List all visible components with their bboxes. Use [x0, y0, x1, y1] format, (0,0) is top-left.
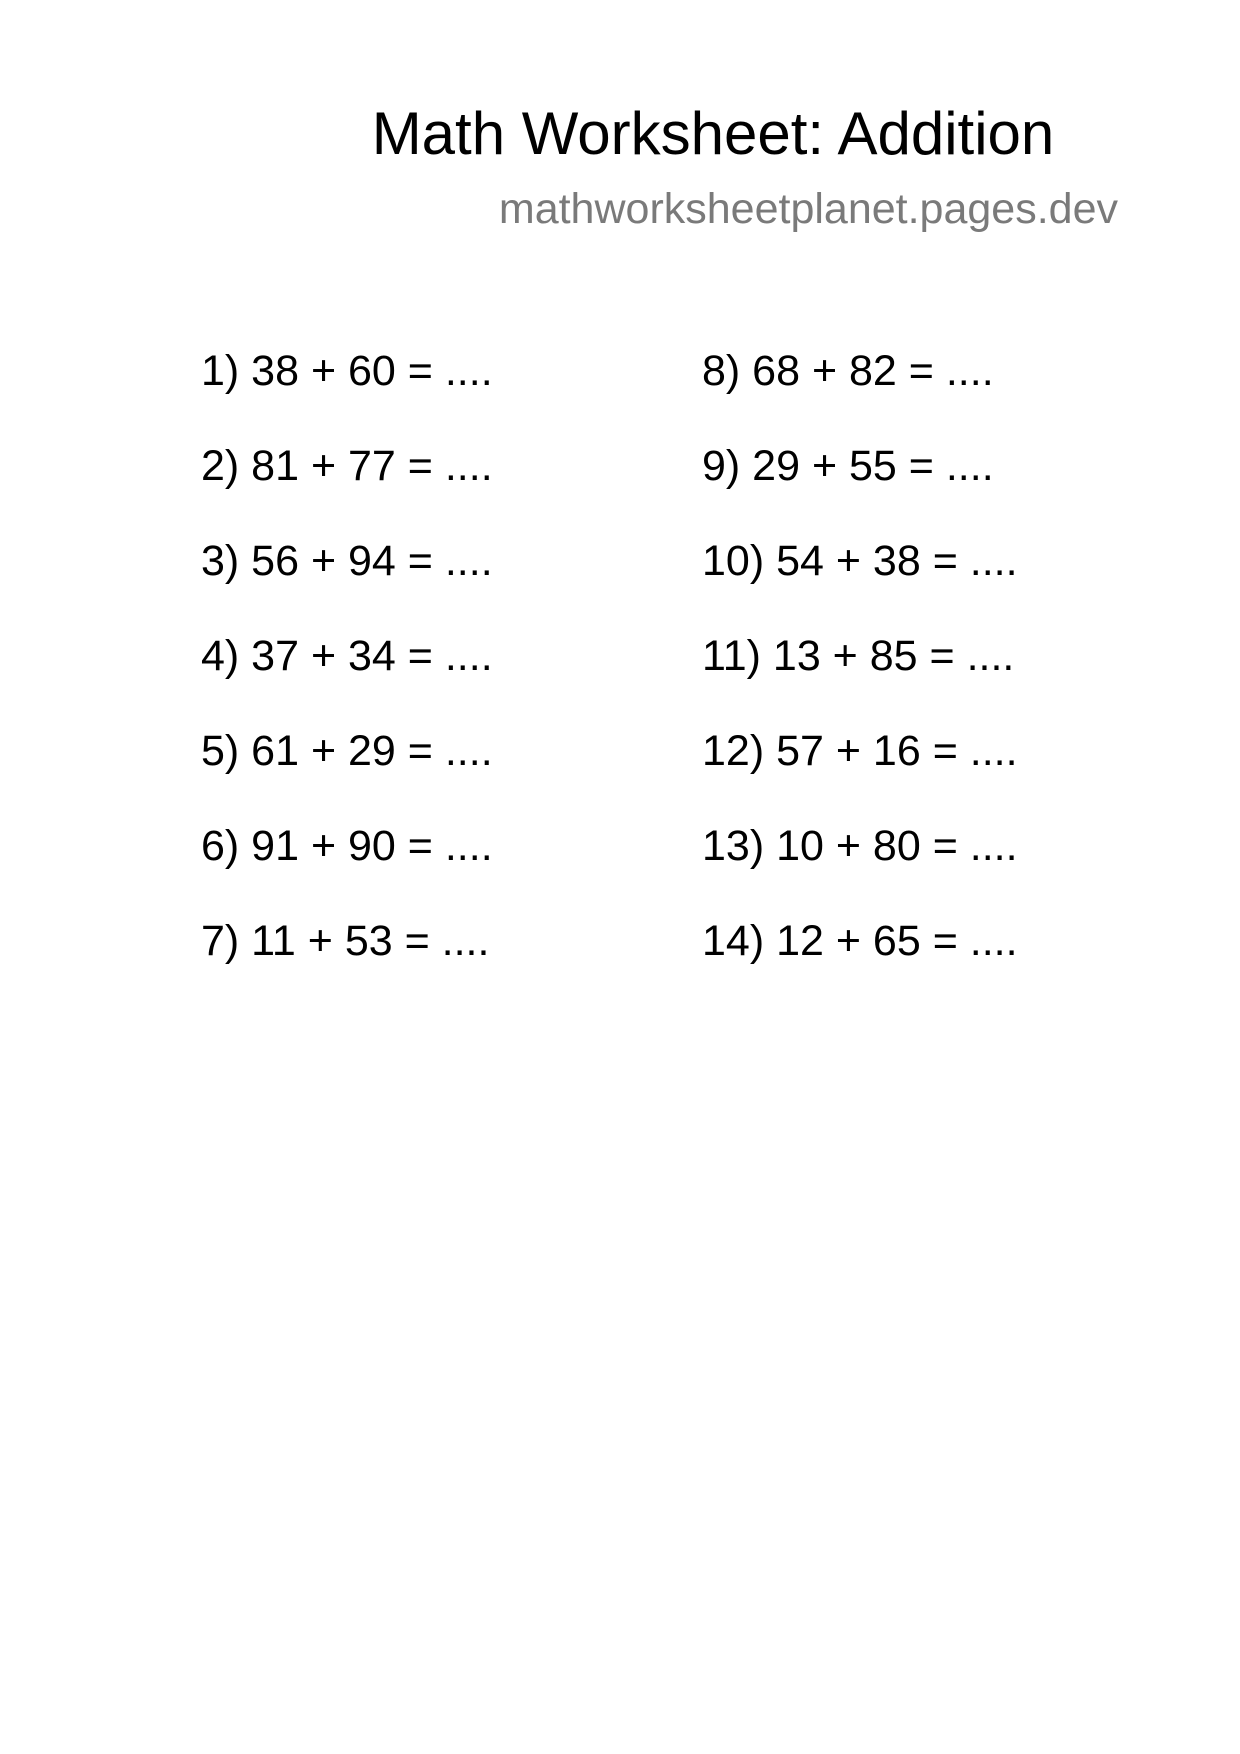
problem-9: 9) 29 + 55 = ....	[702, 442, 994, 490]
problem-1: 1) 38 + 60 = ....	[201, 347, 493, 395]
problem-11: 11) 13 + 85 = ....	[702, 632, 1015, 680]
problem-8: 8) 68 + 82 = ....	[702, 347, 994, 395]
problem-2: 2) 81 + 77 = ....	[201, 442, 493, 490]
problems-column-left	[201, 345, 621, 1010]
problem-3: 3) 56 + 94 = ....	[201, 537, 493, 585]
site-url: mathworksheetplanet.pages.dev	[498, 185, 1118, 233]
problem-14: 14) 12 + 65 = ....	[702, 917, 1018, 965]
problem-6: 6) 91 + 90 = ....	[201, 822, 493, 870]
problem-12: 12) 57 + 16 = ....	[702, 727, 1018, 775]
problem-4: 4) 37 + 34 = ....	[201, 632, 493, 680]
problem-7: 7) 11 + 53 = ....	[201, 917, 490, 965]
problems-column-right	[702, 345, 1122, 1010]
problem-10: 10) 54 + 38 = ....	[702, 537, 1018, 585]
problem-5: 5) 61 + 29 = ....	[201, 727, 493, 775]
problem-13: 13) 10 + 80 = ....	[702, 822, 1018, 870]
page-title: Math Worksheet: Addition	[371, 100, 1055, 167]
